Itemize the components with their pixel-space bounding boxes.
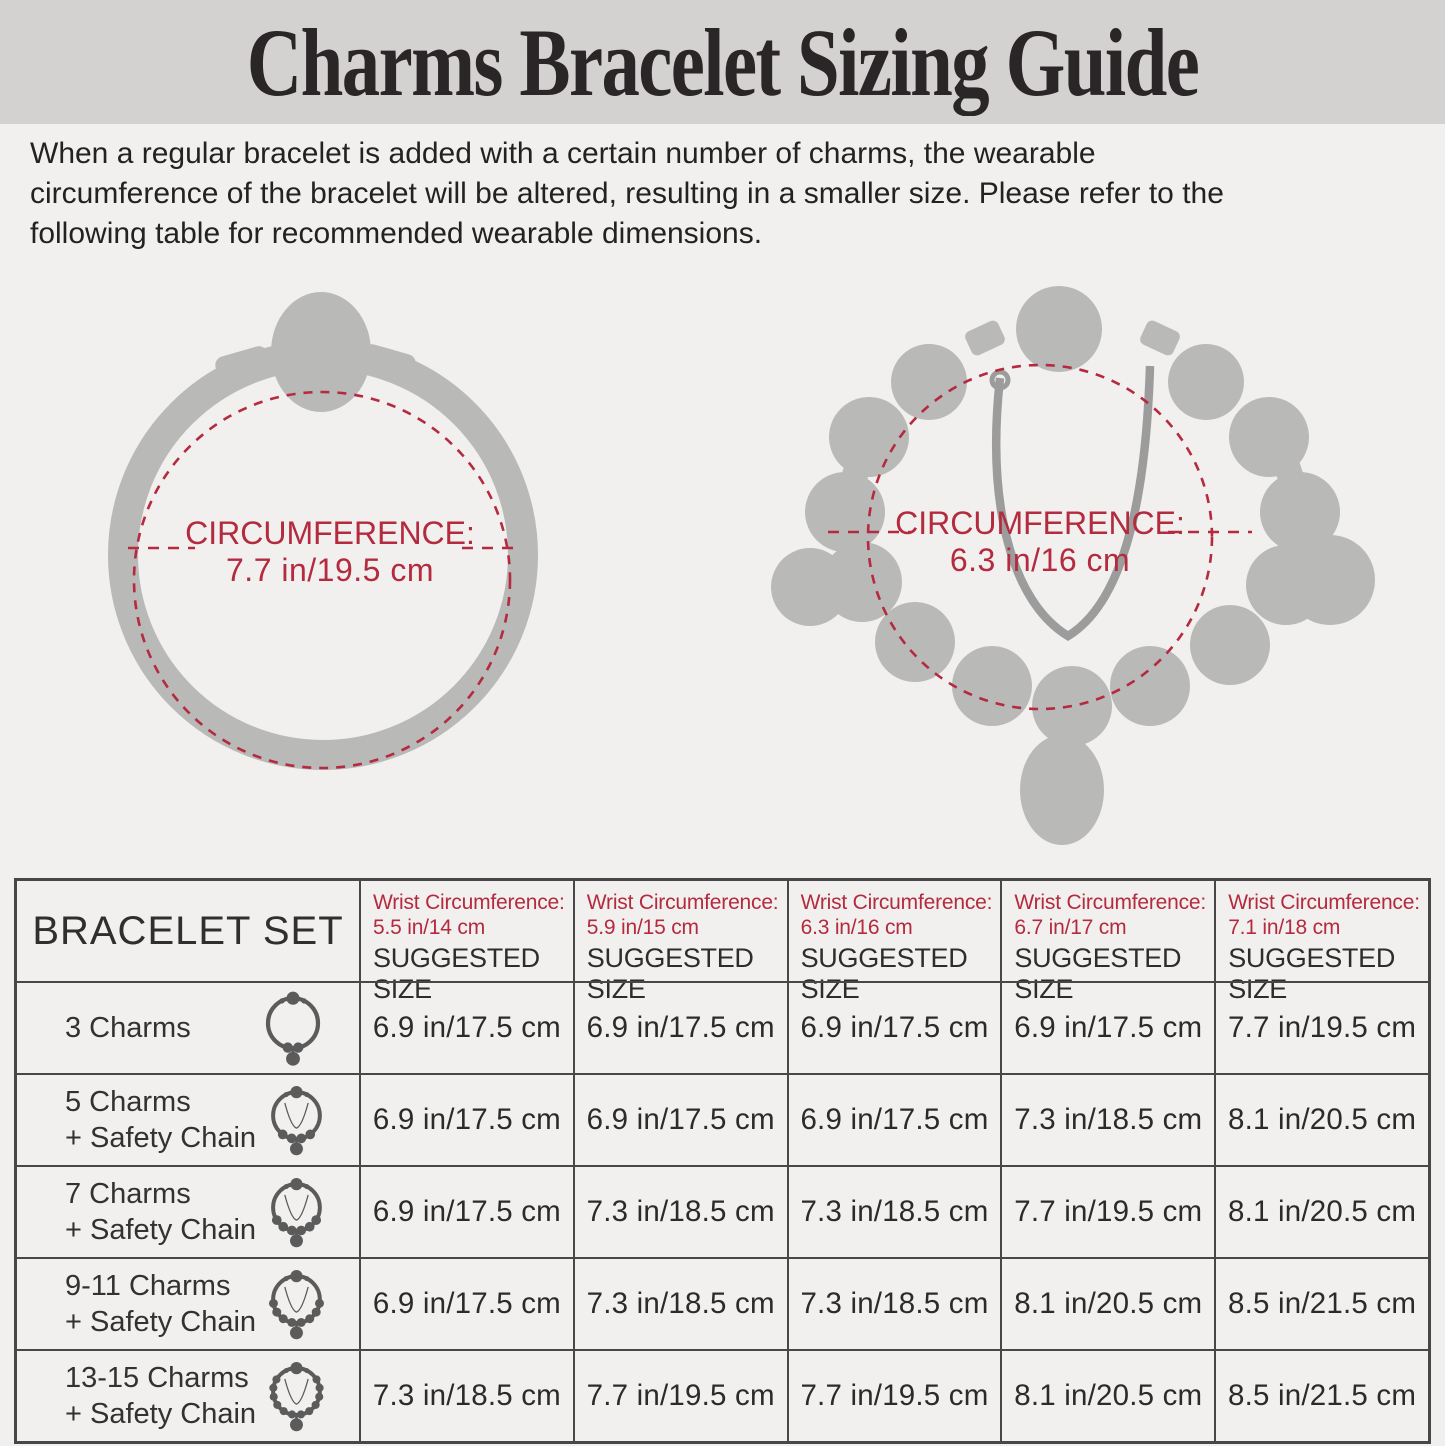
suggested-size-label: SUGGESTED SIZE (586, 943, 754, 1004)
bracelet-set-cell (17, 1165, 359, 1257)
wrist-column-header (787, 881, 1001, 1004)
circumference-value: 6.3 in/16 cm (949, 542, 1131, 578)
intro-line: following table for recommended wearable dimensions. (30, 217, 763, 250)
wrist-circumference-label: Wrist Circumference: (1014, 891, 1207, 914)
wrist-column-header (359, 881, 573, 1004)
wrist-circumference-label: Wrist Circumference: (373, 891, 565, 914)
bracelet-set-label: 5 Charms + Safety Chain (65, 1086, 257, 1154)
header-banner (0, 0, 1445, 124)
bracelet-set-cell (17, 1349, 359, 1441)
suggested-size-cell: 6.9 in/17.5 cm (573, 981, 787, 1073)
wrist-circumference-value: 7.1 in/18 cm (1228, 915, 1341, 939)
suggested-size-cell: 7.3 in/18.5 cm (787, 1257, 1001, 1349)
suggested-size-cell: 6.9 in/17.5 cm (359, 1257, 573, 1349)
suggested-size-label: SUGGESTED SIZE (1228, 943, 1396, 1004)
suggested-size-cell: 7.3 in/18.5 cm (359, 1349, 573, 1441)
wrist-circumference-label: Wrist Circumference: (1228, 891, 1420, 914)
bracelet-set-cell (17, 981, 359, 1073)
bracelet-set-label: 7 Charms + Safety Chain (65, 1178, 257, 1246)
circumference-caption: CIRCUMFERENCE: (895, 505, 1185, 541)
bracelet-13-15-charms-safety-chain-icon (256, 1346, 337, 1446)
suggested-size-cell: 7.3 in/18.5 cm (787, 1165, 1001, 1257)
charm-bracelet-circumference-label (865, 505, 1215, 579)
suggested-size-cell: 8.5 in/21.5 cm (1214, 1257, 1428, 1349)
suggested-size-cell: 8.5 in/21.5 cm (1214, 1349, 1428, 1441)
suggested-size-cell: 7.7 in/19.5 cm (787, 1349, 1001, 1441)
bracelet-3-charms-icon (249, 978, 337, 1078)
suggested-size-cell: 8.1 in/20.5 cm (1000, 1257, 1214, 1349)
bracelet-set-header: BRACELET SET (32, 908, 344, 953)
page-title: Charms Bracelet Sizing Guide (246, 9, 1199, 116)
intro-text (30, 134, 1430, 254)
suggested-size-label: SUGGESTED SIZE (373, 943, 540, 1004)
suggested-size-cell: 6.9 in/17.5 cm (787, 1073, 1001, 1165)
bracelet-set-label: 13-15 Charms + Safety Chain (65, 1362, 257, 1430)
suggested-size-label: SUGGESTED SIZE (1014, 943, 1182, 1004)
bracelet-set-cell (17, 1073, 359, 1165)
suggested-size-cell: 6.9 in/17.5 cm (573, 1073, 787, 1165)
suggested-size-cell: 7.7 in/19.5 cm (1214, 981, 1428, 1073)
wrist-column-header (1214, 881, 1428, 1004)
plain-bracelet-circumference-label (155, 515, 505, 589)
wrist-circumference-value: 5.9 in/15 cm (586, 915, 699, 939)
intro-line: When a regular bracelet is added with a certain number of charms, the wearable (30, 137, 1096, 170)
safety-chain (996, 366, 1150, 636)
wrist-column-header (1000, 881, 1214, 1004)
suggested-size-cell: 7.7 in/19.5 cm (573, 1349, 787, 1441)
wrist-column-header (573, 881, 787, 1004)
suggested-size-cell: 8.1 in/20.5 cm (1214, 1073, 1428, 1165)
wrist-circumference-label: Wrist Circumference: (800, 891, 993, 914)
suggested-size-cell: 6.9 in/17.5 cm (1000, 981, 1214, 1073)
suggested-size-cell: 6.9 in/17.5 cm (359, 1165, 573, 1257)
intro-line: circumference of the bracelet will be altered, resulting in a smaller size. Please refer to the (30, 177, 1224, 210)
circumference-caption: CIRCUMFERENCE: (185, 515, 475, 551)
suggested-size-cell: 7.7 in/19.5 cm (1000, 1165, 1214, 1257)
suggested-size-cell: 7.3 in/18.5 cm (1000, 1073, 1214, 1165)
circumference-value: 7.7 in/19.5 cm (226, 552, 434, 588)
suggested-size-cell: 7.3 in/18.5 cm (573, 1257, 787, 1349)
bracelet-set-label: 9-11 Charms + Safety Chain (65, 1270, 257, 1338)
suggested-size-label: SUGGESTED SIZE (800, 943, 968, 1004)
bracelet-set-cell (17, 1257, 359, 1349)
suggested-size-cell: 8.1 in/20.5 cm (1000, 1349, 1214, 1441)
bracelet-9-11-charms-safety-chain-icon (256, 1254, 337, 1354)
wrist-circumference-value: 5.5 in/14 cm (373, 915, 485, 939)
wrist-circumference-value: 6.3 in/16 cm (800, 915, 913, 939)
suggested-size-cell: 8.1 in/20.5 cm (1214, 1165, 1428, 1257)
suggested-size-cell: 6.9 in/17.5 cm (359, 1073, 573, 1165)
bracelet-5-charms-safety-chain-icon (256, 1070, 337, 1170)
wrist-circumference-value: 6.7 in/17 cm (1014, 915, 1127, 939)
bracelet-diagrams (0, 270, 1445, 870)
bracelet-7-charms-safety-chain-icon (256, 1162, 337, 1262)
suggested-size-cell: 6.9 in/17.5 cm (359, 981, 573, 1073)
bracelet-set-label: 3 Charms (65, 1012, 191, 1044)
suggested-size-cell: 6.9 in/17.5 cm (787, 981, 1001, 1073)
sizing-table (14, 878, 1431, 1444)
suggested-size-cell: 7.3 in/18.5 cm (573, 1165, 787, 1257)
wrist-circumference-label: Wrist Circumference: (586, 891, 779, 914)
